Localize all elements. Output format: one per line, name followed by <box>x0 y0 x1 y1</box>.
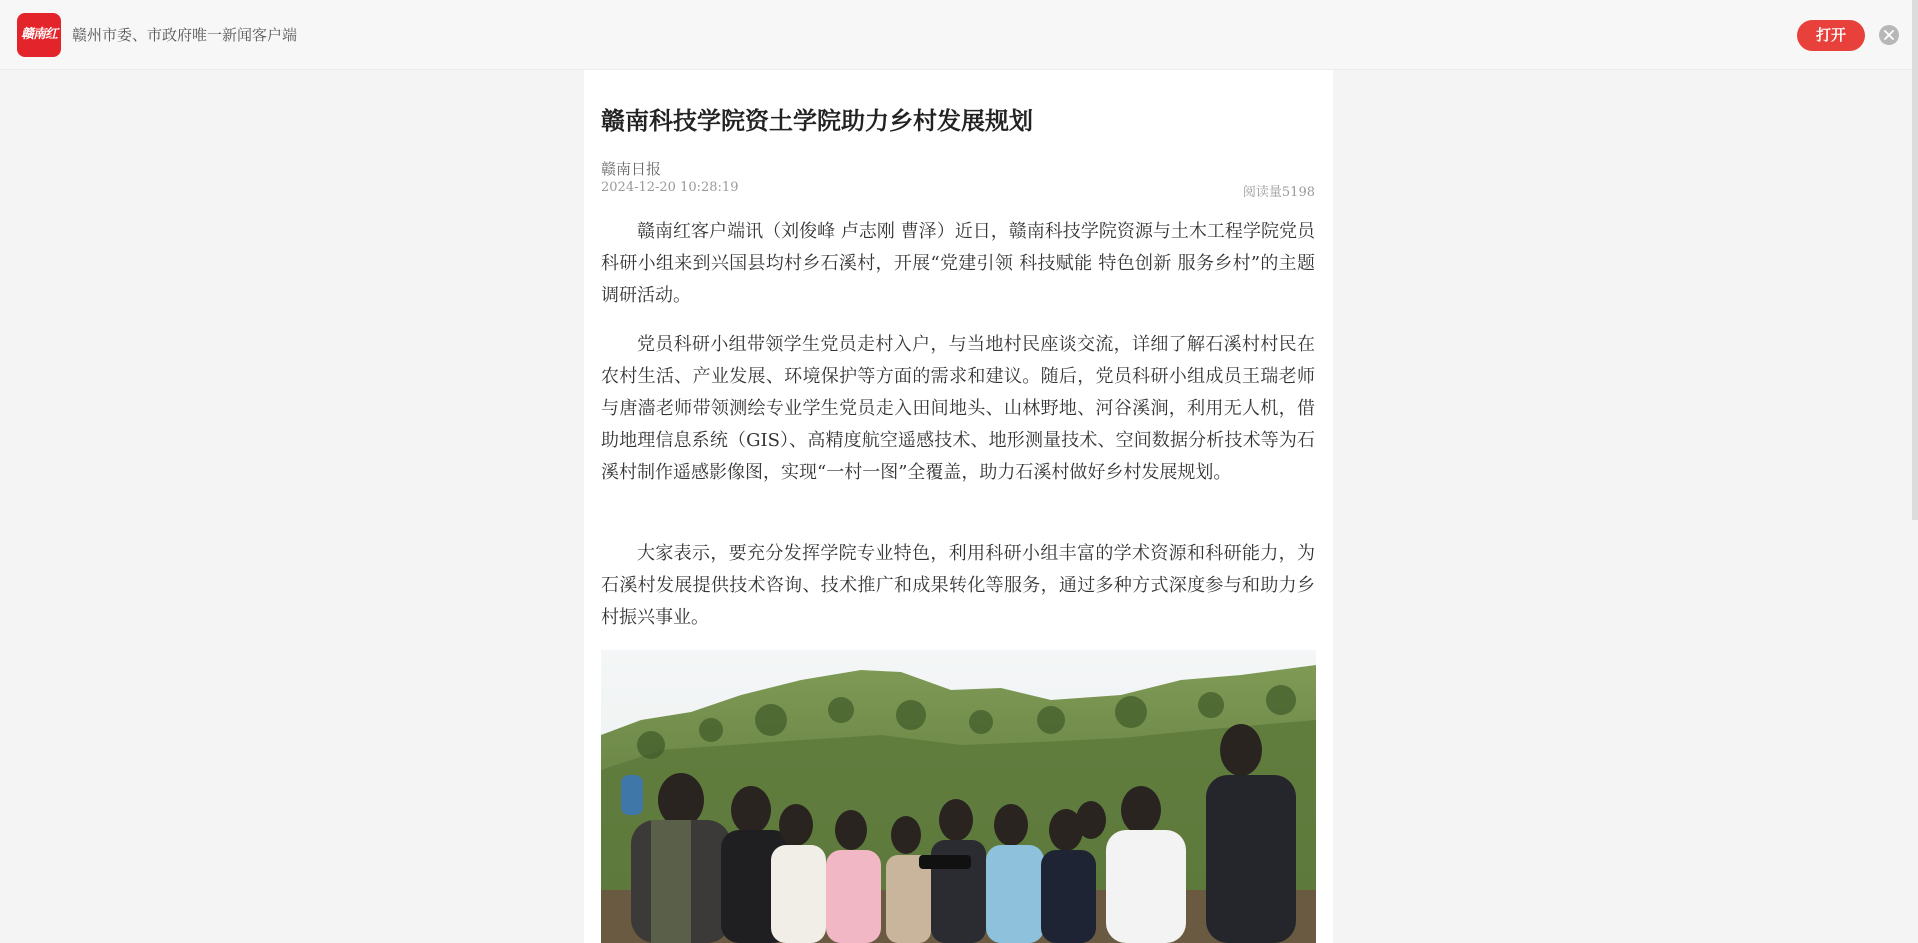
scrollbar-thumb[interactable] <box>1912 0 1918 520</box>
article-paragraph: 赣南红客户端讯（刘俊峰 卢志刚 曹泽）近日，赣南科技学院资源与土木工程学院党员科研小组来到兴国县均村乡石溪村，开展“党建引领 科技赋能 特色创新 服务乡村”的主题调研活动。 <box>601 221 1315 306</box>
article-paragraph: 大家表示，要充分发挥学院专业特色，利用科研小组丰富的学术资源和科研能力，为石溪村发展提供技术咨询、技术推广和成果转化等服务，通过多种方式深度参与和助力乡村振兴事业。 <box>601 543 1315 628</box>
group-photo-image <box>601 650 1316 943</box>
article-paragraph: 党员科研小组带领学生党员走村入户，与当地村民座谈交流，详细了解石溪村村民在农村生活、产业发展、环境保护等方面的需求和建议。随后，党员科研小组成员王瑞老师与唐濇老师带领测绘专业学生党员走入田间地头、山林野地、河谷溪涧，利用无人机，借助地理信息系统（GIS）、高精度航空遥感技术、地形测量技术、空间数据分析技术等为石溪村制作遥感影像图，实现“一村一图”全覆盖，助力石溪村做好乡村发展规划。 <box>601 334 1315 483</box>
top-app-banner <box>0 0 1918 70</box>
article-photo <box>601 650 1316 943</box>
article-source: 赣南日报 <box>601 160 662 178</box>
article-title: 赣南科技学院资土学院助力乡村发展规划 <box>601 107 1033 135</box>
app-logo: 赣南红 <box>17 13 61 57</box>
article-card <box>584 70 1333 943</box>
app-tagline: 赣州市委、市政府唯一新闻客户端 <box>72 26 298 44</box>
article-date: 2024-12-20 10:28:19 <box>601 180 739 195</box>
close-icon <box>1879 25 1899 45</box>
open-app-button[interactable]: 打开 <box>1797 20 1865 51</box>
close-banner-button[interactable] <box>1879 25 1899 45</box>
read-count: 阅读量5198 <box>1242 185 1315 200</box>
